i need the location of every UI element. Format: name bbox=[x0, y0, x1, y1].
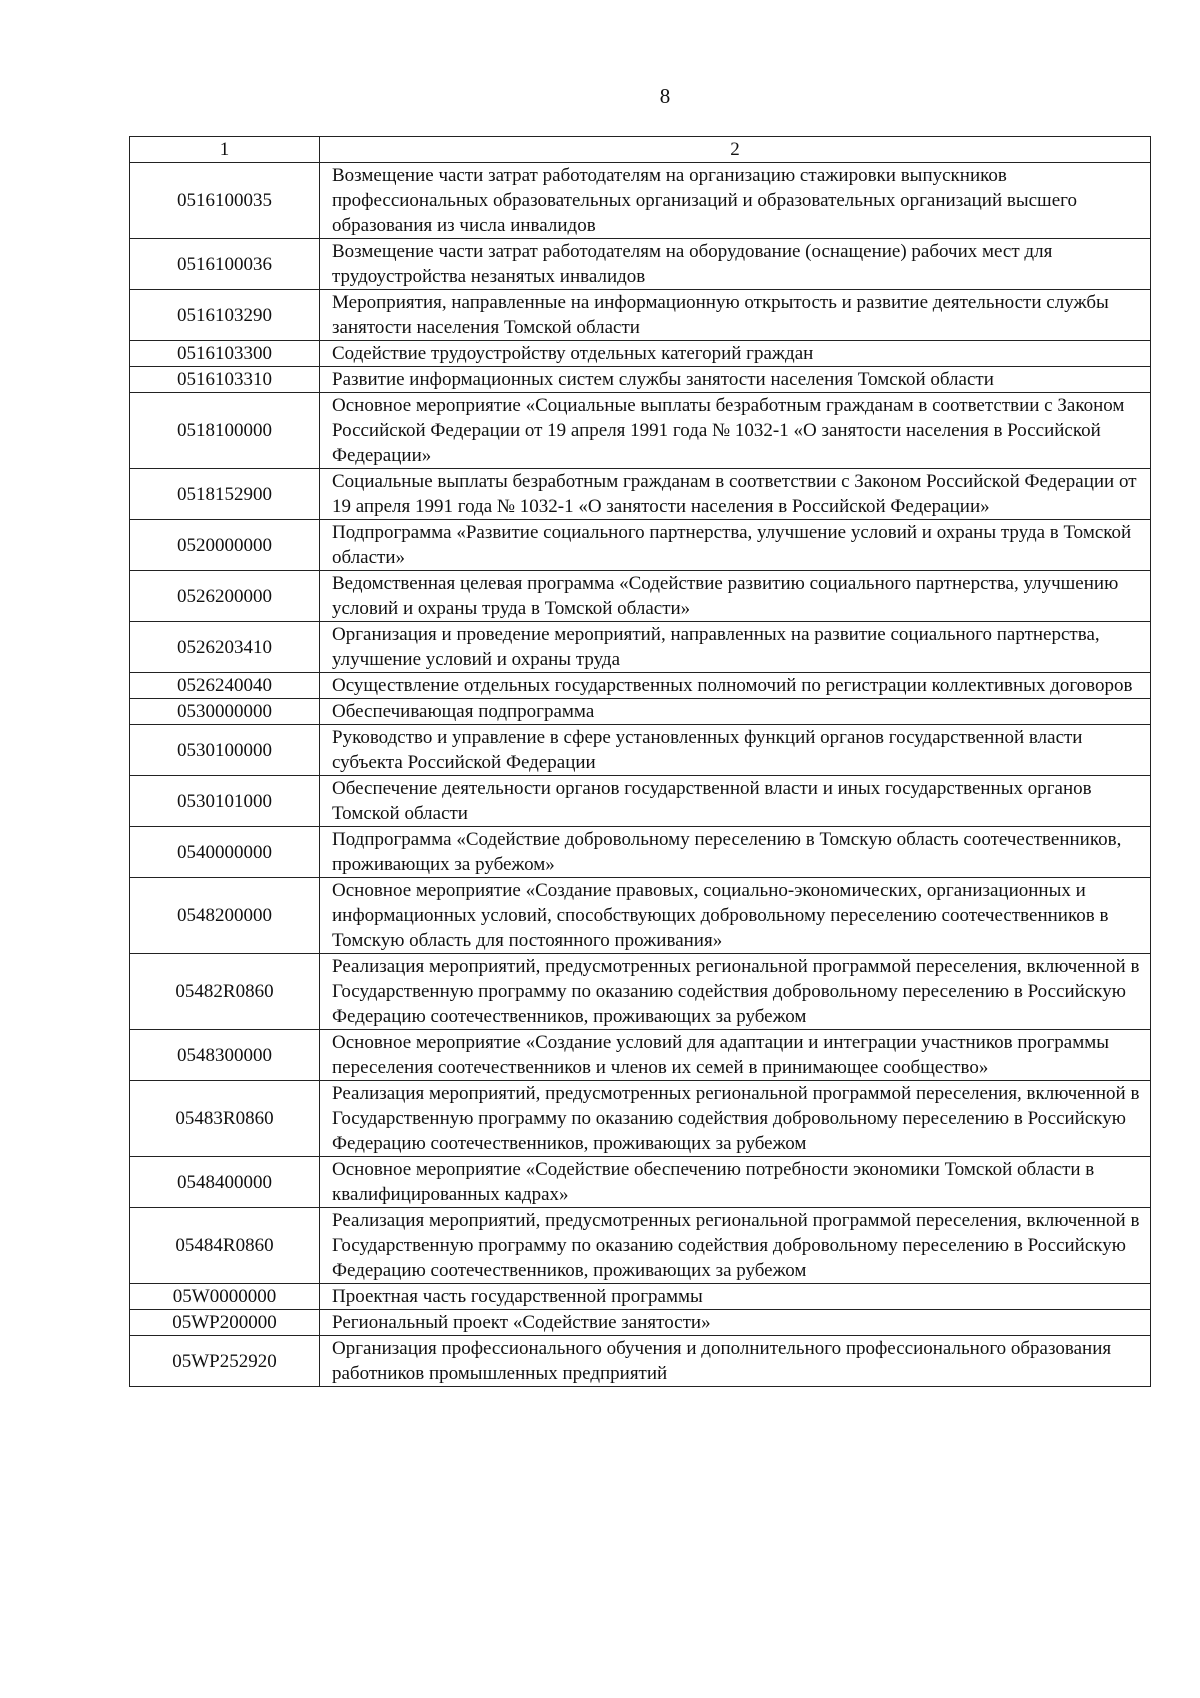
row-code-cell: 0526203410 bbox=[130, 622, 320, 673]
table-row bbox=[130, 163, 1151, 239]
row-code-cell: 0516103310 bbox=[130, 367, 320, 393]
table-row bbox=[130, 393, 1151, 469]
row-code-cell: 0548400000 bbox=[130, 1157, 320, 1208]
row-code-cell: 0548200000 bbox=[130, 878, 320, 954]
row-code-cell: 05482R0860 bbox=[130, 954, 320, 1030]
table-row bbox=[130, 1336, 1151, 1387]
table-row bbox=[130, 469, 1151, 520]
row-description-cell: Социальные выплаты безработным гражданам в соответствии с Законом Российской Федерации от 19 апреля 1991 года № 1032-1 «О занятости населения в Российской Федерации» bbox=[320, 469, 1151, 520]
row-code-cell: 0516103290 bbox=[130, 290, 320, 341]
row-description-cell: Реализация мероприятий, предусмотренных региональной программой переселения, включенной в Государственную программу по оказанию содействия добровольному переселению в Российскую Федерацию соотечественников, проживающих за рубежом bbox=[320, 1081, 1151, 1157]
row-code-cell: 05W0000000 bbox=[130, 1284, 320, 1310]
table-row bbox=[130, 520, 1151, 571]
table-header-row bbox=[130, 137, 1151, 163]
row-description-cell: Основное мероприятие «Социальные выплаты безработным гражданам в соответствии с Законом Российской Федерации от 19 апреля 1991 года № 1032-1 «О занятости населения в Российской Федерации» bbox=[320, 393, 1151, 469]
row-code-cell: 05WP252920 bbox=[130, 1336, 320, 1387]
row-description-cell: Проектная часть государственной программы bbox=[320, 1284, 1151, 1310]
row-description-cell: Обеспечивающая подпрограмма bbox=[320, 699, 1151, 725]
table-row bbox=[130, 725, 1151, 776]
row-description-cell: Обеспечение деятельности органов государственной власти и иных государственных органов Томской области bbox=[320, 776, 1151, 827]
table-row bbox=[130, 290, 1151, 341]
row-description-cell: Развитие информационных систем службы занятости населения Томской области bbox=[320, 367, 1151, 393]
row-code-cell: 0530100000 bbox=[130, 725, 320, 776]
row-description-cell: Руководство и управление в сфере установленных функций органов государственной власти субъекта Российской Федерации bbox=[320, 725, 1151, 776]
row-description-cell: Организация профессионального обучения и дополнительного профессионального образования работников промышленных предприятий bbox=[320, 1336, 1151, 1387]
row-description-cell: Реализация мероприятий, предусмотренных региональной программой переселения, включенной в Государственную программу по оказанию содействия добровольному переселению в Российскую Федерацию соотечественников, проживающих за рубежом bbox=[320, 954, 1151, 1030]
row-code-cell: 0516103300 bbox=[130, 341, 320, 367]
row-description-cell: Основное мероприятие «Создание условий для адаптации и интеграции участников программы переселения соотечественников и членов их семей в принимающее сообщество» bbox=[320, 1030, 1151, 1081]
budget-code-table bbox=[129, 136, 1151, 1387]
row-code-cell: 0548300000 bbox=[130, 1030, 320, 1081]
row-description-cell: Ведомственная целевая программа «Содействие развитию социального партнерства, улучшению условий и охраны труда в Томской области» bbox=[320, 571, 1151, 622]
table-row bbox=[130, 878, 1151, 954]
column-header-code: 1 bbox=[130, 137, 320, 163]
row-description-cell: Региональный проект «Содействие занятости» bbox=[320, 1310, 1151, 1336]
column-header-description: 2 bbox=[320, 137, 1151, 163]
row-code-cell: 0530000000 bbox=[130, 699, 320, 725]
row-description-cell: Возмещение части затрат работодателям на организацию стажировки выпускников профессиональных образовательных организаций и образовательных организаций высшего образования из числа инвалидов bbox=[320, 163, 1151, 239]
row-code-cell: 0540000000 bbox=[130, 827, 320, 878]
row-code-cell: 05483R0860 bbox=[130, 1081, 320, 1157]
table-row bbox=[130, 367, 1151, 393]
row-code-cell: 0516100035 bbox=[130, 163, 320, 239]
row-description-cell: Подпрограмма «Развитие социального партнерства, улучшение условий и охраны труда в Томской области» bbox=[320, 520, 1151, 571]
row-description-cell: Основное мероприятие «Создание правовых, социально-экономических, организационных и информационных условий, способствующих добровольному переселению соотечественников в Томскую область для постоянного проживания» bbox=[320, 878, 1151, 954]
table-row bbox=[130, 1208, 1151, 1284]
row-description-cell: Подпрограмма «Содействие добровольному переселению в Томскую область соотечественников, проживающих за рубежом» bbox=[320, 827, 1151, 878]
table-row bbox=[130, 1310, 1151, 1336]
row-description-cell: Мероприятия, направленные на информационную открытость и развитие деятельности службы занятости населения Томской области bbox=[320, 290, 1151, 341]
row-code-cell: 0516100036 bbox=[130, 239, 320, 290]
table-row bbox=[130, 239, 1151, 290]
row-code-cell: 0530101000 bbox=[130, 776, 320, 827]
row-description-cell: Содействие трудоустройству отдельных категорий граждан bbox=[320, 341, 1151, 367]
table-body bbox=[130, 163, 1151, 1387]
table-row bbox=[130, 1081, 1151, 1157]
row-code-cell: 05484R0860 bbox=[130, 1208, 320, 1284]
row-code-cell: 0526200000 bbox=[130, 571, 320, 622]
table-row bbox=[130, 341, 1151, 367]
row-code-cell: 0518100000 bbox=[130, 393, 320, 469]
table-row bbox=[130, 1030, 1151, 1081]
table-row bbox=[130, 699, 1151, 725]
row-description-cell: Основное мероприятие «Содействие обеспечению потребности экономики Томской области в квалифицированных кадрах» bbox=[320, 1157, 1151, 1208]
table-row bbox=[130, 776, 1151, 827]
page-number: 8 bbox=[659, 84, 671, 108]
table-row bbox=[130, 827, 1151, 878]
row-code-cell: 0520000000 bbox=[130, 520, 320, 571]
row-code-cell: 0518152900 bbox=[130, 469, 320, 520]
row-description-cell: Организация и проведение мероприятий, направленных на развитие социального партнерства, улучшение условий и охраны труда bbox=[320, 622, 1151, 673]
table-row bbox=[130, 1284, 1151, 1310]
table-row bbox=[130, 571, 1151, 622]
table-row bbox=[130, 622, 1151, 673]
row-description-cell: Возмещение части затрат работодателям на оборудование (оснащение) рабочих мест для трудоустройства незанятых инвалидов bbox=[320, 239, 1151, 290]
table-row bbox=[130, 954, 1151, 1030]
table-row bbox=[130, 673, 1151, 699]
table-row bbox=[130, 1157, 1151, 1208]
row-code-cell: 05WP200000 bbox=[130, 1310, 320, 1336]
row-code-cell: 0526240040 bbox=[130, 673, 320, 699]
row-description-cell: Осуществление отдельных государственных полномочий по регистрации коллективных договоров bbox=[320, 673, 1151, 699]
row-description-cell: Реализация мероприятий, предусмотренных региональной программой переселения, включенной в Государственную программу по оказанию содействия добровольному переселению в Российскую Федерацию соотечественников, проживающих за рубежом bbox=[320, 1208, 1151, 1284]
